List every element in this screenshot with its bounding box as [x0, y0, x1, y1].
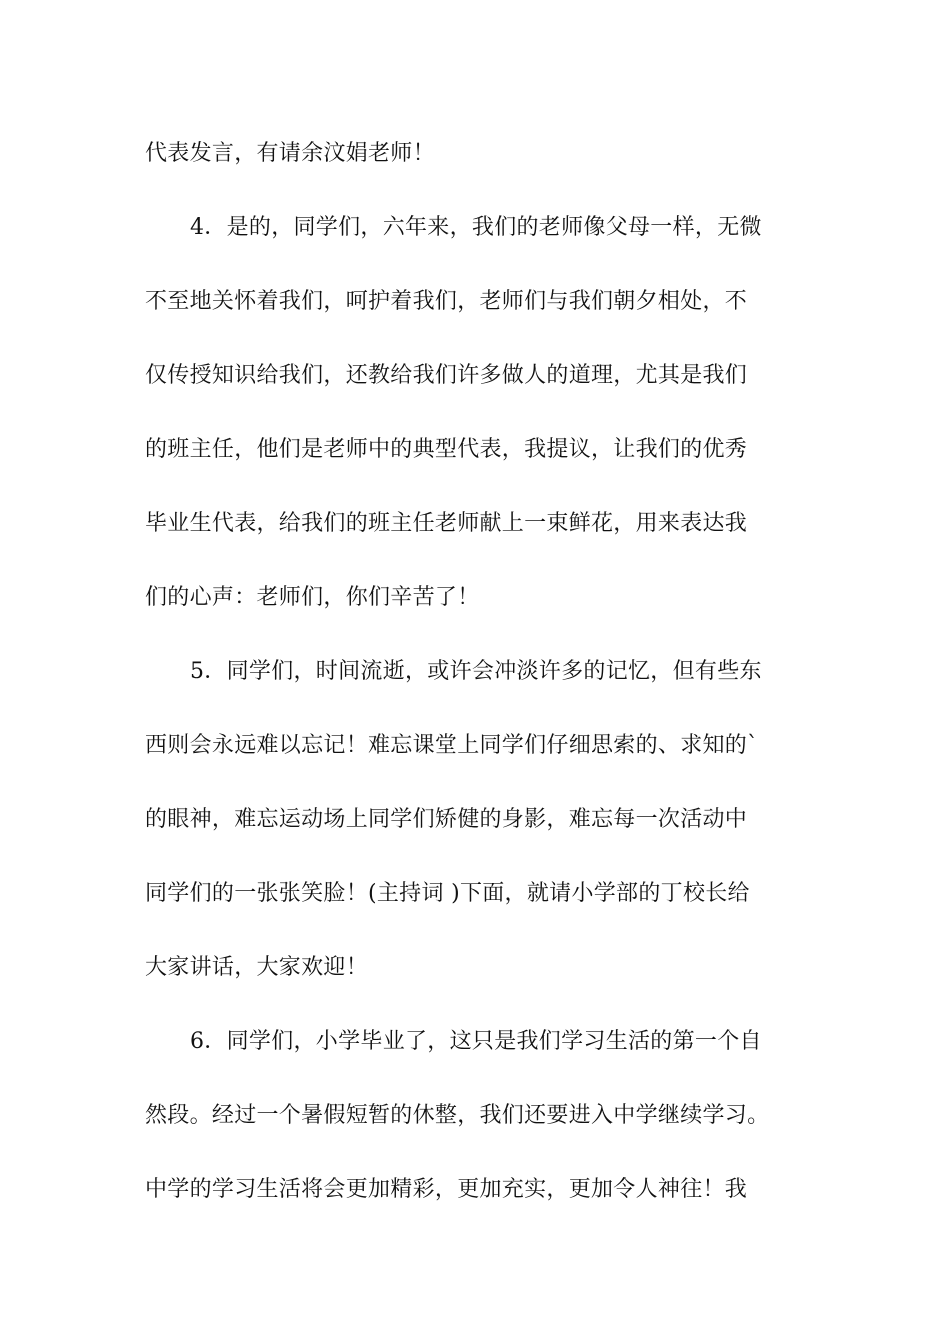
paragraph-5-start: 5．同学们，时间流逝，或许会冲淡许多的记忆，但有些东 — [190, 659, 762, 684]
text-line: 然段。经过一个暑假短暂的休整，我们还要进入中学继续学习。 — [145, 1103, 770, 1128]
text-line: 代表发言，有请余汶娟老师！ — [145, 141, 435, 166]
text-line: 西则会永远难以忘记！难忘课堂上同学们仔细思索的、求知的` — [145, 733, 759, 758]
text-line: 大家讲话，大家欢迎！ — [145, 955, 369, 980]
paragraph-6-start: 6．同学们，小学毕业了，这只是我们学习生活的第一个自 — [190, 1029, 762, 1054]
text-line: 们的心声：老师们，你们辛苦了！ — [145, 585, 480, 610]
text-line: 仅传授知识给我们，还教给我们许多做人的道理，尤其是我们 — [145, 363, 748, 388]
text-line: 不至地关怀着我们，呵护着我们，老师们与我们朝夕相处，不 — [145, 289, 748, 314]
text-line: 中学的学习生活将会更加精彩，更加充实，更加令人神往！我 — [145, 1177, 748, 1202]
text-line: 的眼神，难忘运动场上同学们矫健的身影，难忘每一次活动中 — [145, 807, 748, 832]
text-line: 同学们的一张张笑脸！(主持词 )下面，就请小学部的丁校长给 — [145, 881, 750, 906]
text-line: 的班主任，他们是老师中的典型代表，我提议，让我们的优秀 — [145, 437, 748, 462]
text-line: 毕业生代表，给我们的班主任老师献上一束鲜花，用来表达我 — [145, 511, 748, 536]
paragraph-4-start: 4．是的，同学们，六年来，我们的老师像父母一样，无微 — [190, 215, 762, 240]
